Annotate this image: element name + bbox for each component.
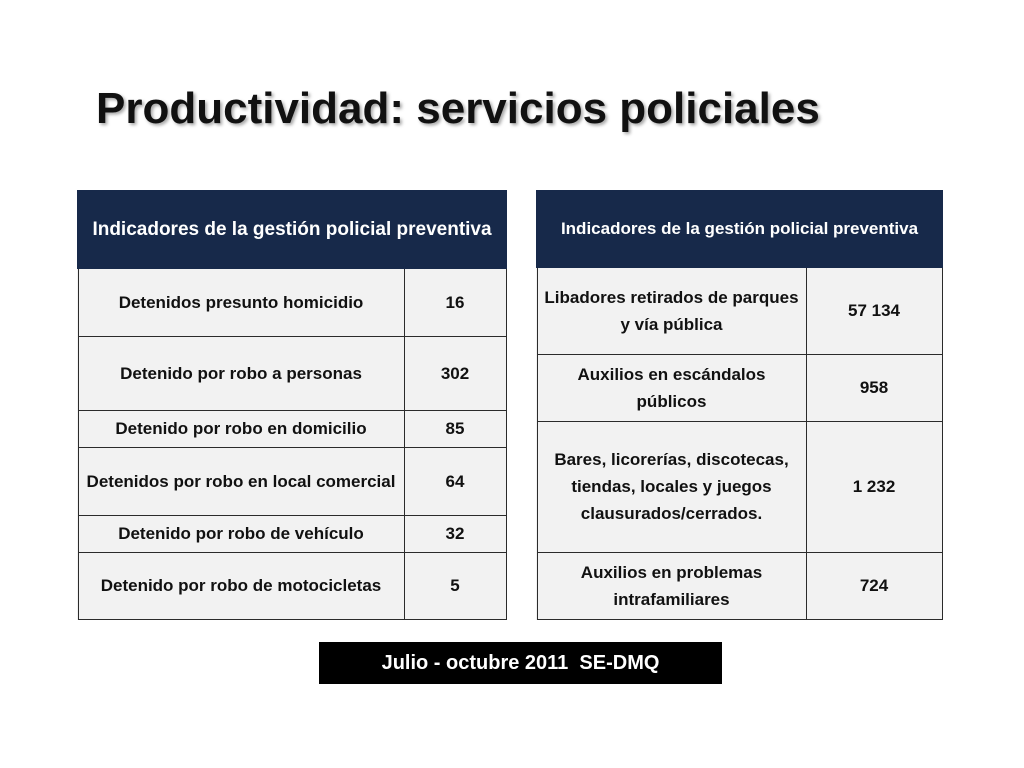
row-label: Auxilios en problemas intrafamiliares [537, 552, 806, 619]
row-value: 16 [404, 268, 506, 336]
row-label: Bares, licorerías, discotecas, tiendas, locales y juegos clausurados/cerrados. [537, 421, 806, 552]
table-row [78, 268, 506, 336]
row-value: 5 [404, 552, 506, 619]
row-value: 57 134 [806, 267, 942, 354]
row-value: 1 232 [806, 421, 942, 552]
row-value: 32 [404, 515, 506, 552]
table-row [78, 552, 506, 619]
period-caption: Julio - octubre 2011 SE-DMQ [319, 642, 722, 684]
row-label: Detenido por robo a personas [78, 336, 404, 410]
table-row [537, 552, 942, 619]
row-label: Detenido por robo de vehículo [78, 515, 404, 552]
right-indicators-table [536, 190, 943, 620]
table-row [78, 515, 506, 552]
left-indicators-table [77, 190, 507, 620]
table-row [537, 267, 942, 354]
row-label: Detenido por robo de motocicletas [78, 552, 404, 619]
row-label: Detenidos por robo en local comercial [78, 447, 404, 515]
row-label: Libadores retirados de parques y vía pública [537, 267, 806, 354]
table-row [78, 336, 506, 410]
left-table-header: Indicadores de la gestión policial preventiva [78, 191, 506, 268]
row-value: 724 [806, 552, 942, 619]
row-label: Detenidos presunto homicidio [78, 268, 404, 336]
slide-title: Productividad: servicios policiales [96, 84, 820, 133]
table-row [537, 354, 942, 421]
row-value: 64 [404, 447, 506, 515]
table-row [78, 410, 506, 447]
table-row [78, 447, 506, 515]
row-label: Detenido por robo en domicilio [78, 410, 404, 447]
right-table-header: Indicadores de la gestión policial preventiva [537, 191, 942, 267]
row-label: Auxilios en escándalos públicos [537, 354, 806, 421]
row-value: 302 [404, 336, 506, 410]
row-value: 958 [806, 354, 942, 421]
row-value: 85 [404, 410, 506, 447]
table-row [537, 421, 942, 552]
